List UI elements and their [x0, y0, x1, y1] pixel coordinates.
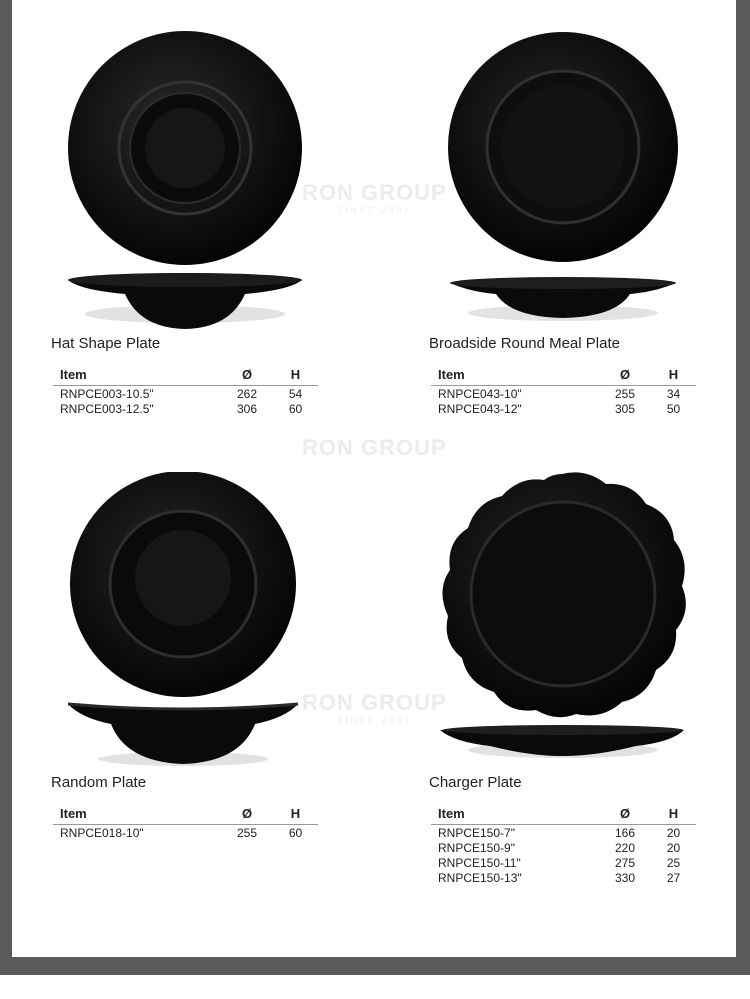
- item-header: Item: [53, 367, 221, 386]
- height-header: H: [273, 806, 318, 825]
- spec-table: [431, 806, 696, 885]
- product-name: Hat Shape Plate: [51, 335, 161, 352]
- watermark: RON GROUP SINCE 2001: [302, 180, 447, 215]
- table-row: RNPCE150-9" 220 20: [438, 841, 681, 855]
- table-row: RNPCE003-12.5" 306 60: [60, 402, 303, 416]
- diameter-header: Ø: [221, 367, 273, 386]
- product-name: Broadside Round Meal Plate: [429, 335, 620, 352]
- table-row: RNPCE150-13" 330 27: [438, 871, 681, 885]
- watermark: RON GROUP SINCE 2001: [302, 690, 447, 725]
- broadside-round-meal-plate-image: [440, 28, 690, 328]
- item-header: Item: [431, 367, 599, 386]
- diameter-header: Ø: [221, 806, 273, 825]
- product-name: Charger Plate: [429, 774, 522, 791]
- charger-plate-image: [436, 470, 688, 770]
- height-header: H: [651, 367, 696, 386]
- spec-table: [53, 806, 318, 840]
- table-row: RNPCE150-7" 166 20: [438, 826, 681, 840]
- hat-shape-plate-image: [60, 28, 310, 338]
- table-row: RNPCE043-10" 255 34: [438, 387, 681, 401]
- product-name: Random Plate: [51, 774, 147, 791]
- item-header: Item: [53, 806, 221, 825]
- table-row: RNPCE043-12" 305 50: [438, 402, 681, 416]
- table-row: RNPCE003-10.5" 262 54: [60, 387, 303, 401]
- spec-table: [431, 367, 696, 416]
- spec-table: [53, 367, 318, 416]
- bottom-strip: [0, 975, 750, 999]
- item-header: Item: [431, 806, 599, 825]
- height-header: H: [273, 367, 318, 386]
- height-header: H: [651, 806, 696, 825]
- diameter-header: Ø: [599, 806, 651, 825]
- table-row: RNPCE150-11" 275 25: [438, 856, 681, 870]
- watermark: RON GROUP: [302, 435, 447, 460]
- diameter-header: Ø: [599, 367, 651, 386]
- table-row: RNPCE018-10" 255 60: [60, 826, 303, 840]
- random-plate-image: [60, 472, 310, 772]
